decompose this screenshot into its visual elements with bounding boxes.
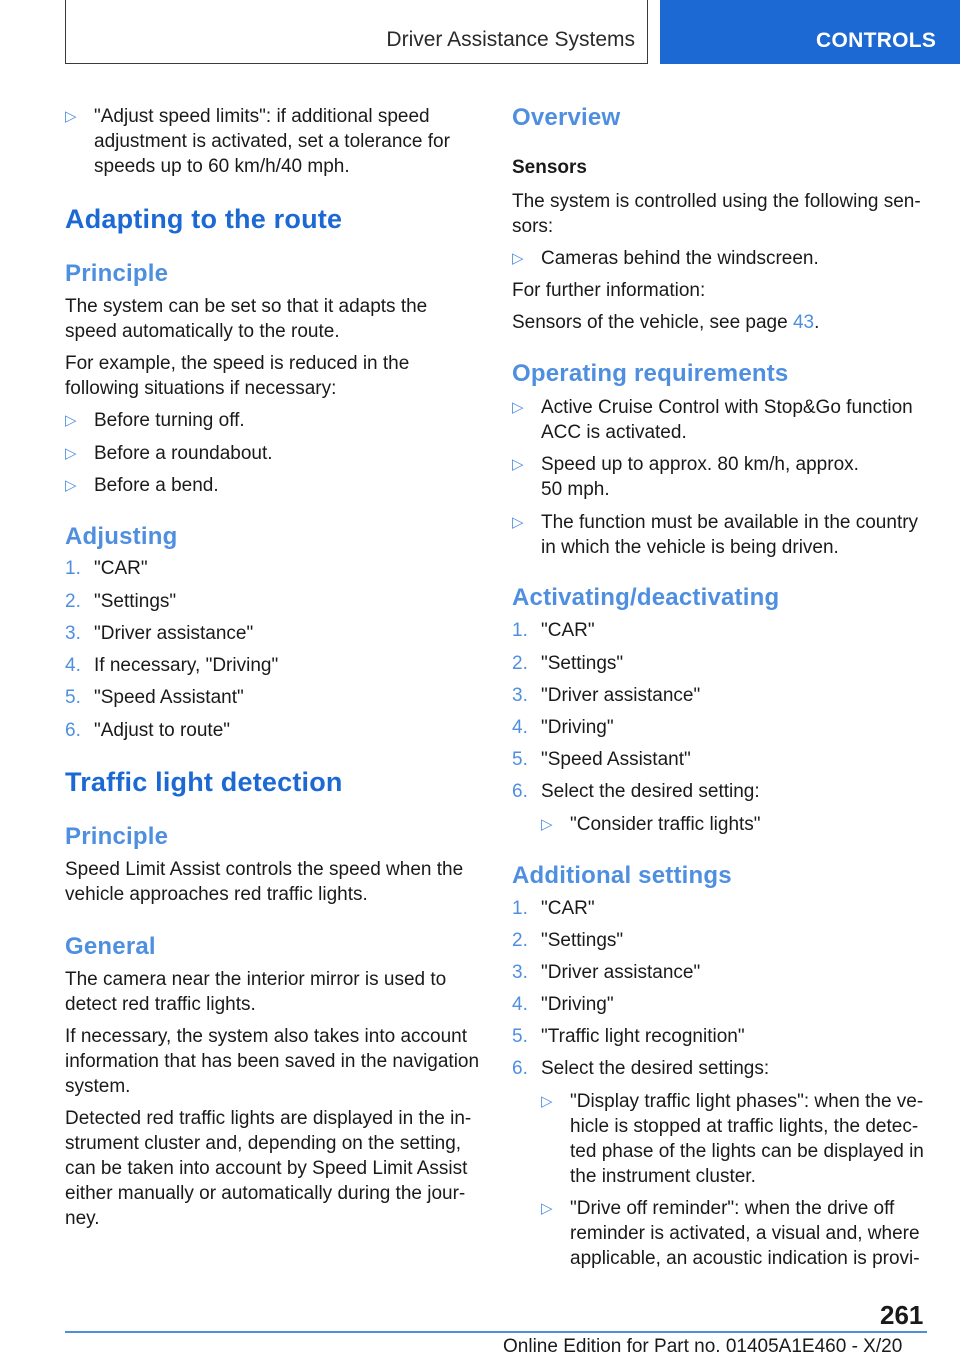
list-item <box>512 992 932 1017</box>
paragraph: If necessary, the system also takes into account information that has been saved in the navigation system. <box>65 1026 480 1097</box>
step-number: 3. <box>512 685 528 706</box>
heading-overview: Overview <box>512 104 621 131</box>
footer-edition: Online Edition for Part no. 01405A1E460 - X/20 <box>503 1336 903 1357</box>
step-text: "Settings" <box>94 591 177 612</box>
paragraph: The system is controlled using the following sen- sors: <box>512 191 921 237</box>
list-item <box>512 812 932 837</box>
list-item <box>512 960 932 985</box>
step-text: "Driving" <box>541 717 614 738</box>
step-text: "Driver assistance" <box>541 962 701 983</box>
header-section-title: Driver Assistance Systems <box>386 28 635 51</box>
step-number: 5. <box>512 749 528 770</box>
step-number: 6. <box>65 720 81 741</box>
step-text: "Speed Assistant" <box>541 749 691 770</box>
bullet-text: "Adjust speed limits": if additional speed adjustment is activated, set a tolerance for speeds up to 60 km/h/40 mph. <box>94 106 450 177</box>
step-number: 1. <box>65 558 81 579</box>
list-item <box>512 510 932 560</box>
step-text: "CAR" <box>541 620 595 641</box>
paragraph: Detected red traffic lights are displayed in the in- strument cluster and, depending on the setting, can be taken into account by Speed Limit Assist either manually or automatically during the jour- ney. <box>65 1108 472 1229</box>
step-text: "Settings" <box>541 653 624 674</box>
step-number: 4. <box>512 994 528 1015</box>
paragraph: For example, the speed is reduced in the following situations if necessary: <box>65 353 410 399</box>
list-item <box>65 441 480 466</box>
triangle-bullet-icon: ▷ <box>541 816 553 833</box>
step-text: "Driver assistance" <box>541 685 701 706</box>
triangle-bullet-icon: ▷ <box>65 412 77 429</box>
page-number: 261 <box>880 1300 924 1330</box>
list-item <box>65 653 480 678</box>
paragraph-see-page <box>512 310 932 335</box>
list-item <box>512 395 932 445</box>
step-number: 2. <box>512 653 528 674</box>
list-item <box>65 685 480 710</box>
triangle-bullet-icon: ▷ <box>541 1093 553 1110</box>
list-item <box>512 1089 932 1189</box>
step-number: 3. <box>65 623 81 644</box>
bullet-text: Cameras behind the windscreen. <box>541 248 819 269</box>
triangle-bullet-icon: ▷ <box>65 477 77 494</box>
step-text: "CAR" <box>94 558 148 579</box>
bullet-text: The function must be available in the country in which the vehicle is being driven. <box>541 512 919 558</box>
paragraph: Speed Limit Assist controls the speed when the vehicle approaches red traffic lights. <box>65 859 464 905</box>
list-item <box>512 779 932 804</box>
heading-general: General <box>65 933 156 960</box>
list-item <box>512 618 932 643</box>
step-number: 5. <box>65 687 81 708</box>
list-item <box>65 408 480 433</box>
list-item <box>512 651 932 676</box>
list-item <box>512 1056 932 1081</box>
list-item <box>512 683 932 708</box>
header-tab-controls[interactable] <box>660 0 960 64</box>
bullet-text: "Drive off reminder": when the drive off reminder is activated, a visual and, where applicable, an acoustic indication is provi- <box>570 1198 920 1269</box>
step-text: "Speed Assistant" <box>94 687 244 708</box>
list-item <box>65 473 480 498</box>
list-item <box>512 1196 932 1271</box>
list-item <box>65 104 480 179</box>
heading-principle: Principle <box>65 823 169 850</box>
footer-divider <box>65 1331 927 1333</box>
list-item <box>65 556 480 581</box>
heading-principle: Principle <box>65 260 169 287</box>
list-item <box>512 747 932 772</box>
list-item <box>512 1024 932 1049</box>
step-number: 3. <box>512 962 528 983</box>
header-tab-label: CONTROLS <box>816 29 937 52</box>
bullet-text: Before turning off. <box>94 410 245 431</box>
step-text: Select the desired settings: <box>541 1058 770 1079</box>
list-item <box>65 621 480 646</box>
step-number: 1. <box>512 898 528 919</box>
step-text: "Traffic light recognition" <box>541 1026 745 1047</box>
paragraph: The camera near the interior mirror is used to detect red traffic lights. <box>65 969 447 1015</box>
step-number: 4. <box>512 717 528 738</box>
see-page-text: Sensors of the vehicle, see page <box>512 312 793 333</box>
triangle-bullet-icon: ▷ <box>512 399 524 416</box>
paragraph: The system can be set so that it adapts the speed automatically to the route. <box>65 296 428 342</box>
step-number: 6. <box>512 1058 528 1079</box>
step-text: "Driving" <box>541 994 614 1015</box>
triangle-bullet-icon: ▷ <box>512 250 524 267</box>
triangle-bullet-icon: ▷ <box>512 456 524 473</box>
step-number: 2. <box>65 591 81 612</box>
step-text: If necessary, "Driving" <box>94 655 279 676</box>
subheading-sensors: Sensors <box>512 157 587 178</box>
list-item <box>512 715 932 740</box>
list-item <box>65 718 480 743</box>
see-page-end: . <box>814 312 820 333</box>
heading-requirements: Operating requirements <box>512 360 789 387</box>
list-item <box>512 246 932 271</box>
step-text: "Adjust to route" <box>94 720 231 741</box>
bullet-text: Before a bend. <box>94 475 219 496</box>
triangle-bullet-icon: ▷ <box>541 1200 553 1217</box>
bullet-text: Speed up to approx. 80 km/h, approx. 50 mph. <box>541 454 859 500</box>
heading-additional-settings: Additional settings <box>512 862 732 889</box>
heading-activating: Activating/deactivating <box>512 584 780 611</box>
bullet-text: "Display traffic light phases": when the ve- hicle is stopped at traffic lights, the detec- ted phase of the lights can be displayed in the instrument cluster. <box>570 1091 924 1187</box>
bullet-text: "Consider traffic lights" <box>570 814 761 835</box>
list-item <box>65 589 480 614</box>
list-item <box>512 452 932 502</box>
triangle-bullet-icon: ▷ <box>65 108 77 125</box>
step-text: "Driver assistance" <box>94 623 254 644</box>
heading-adjusting: Adjusting <box>65 523 178 550</box>
paragraph: For further information: <box>512 280 706 301</box>
page-link[interactable]: 43 <box>792 312 815 333</box>
step-text: "CAR" <box>541 898 595 919</box>
step-text: "Settings" <box>541 930 624 951</box>
step-number: 6. <box>512 781 528 802</box>
list-item <box>512 896 932 921</box>
bullet-text: Before a roundabout. <box>94 443 273 464</box>
step-number: 2. <box>512 930 528 951</box>
section-title-traffic: Traffic light detection <box>65 767 343 797</box>
bullet-text: Active Cruise Control with Stop&Go function ACC is activated. <box>541 397 913 443</box>
triangle-bullet-icon: ▷ <box>512 514 524 531</box>
step-number: 4. <box>65 655 81 676</box>
section-title-route: Adapting to the route <box>65 204 343 234</box>
step-number: 5. <box>512 1026 528 1047</box>
list-item <box>512 928 932 953</box>
step-text: Select the desired setting: <box>541 781 760 802</box>
step-number: 1. <box>512 620 528 641</box>
triangle-bullet-icon: ▷ <box>65 445 77 462</box>
